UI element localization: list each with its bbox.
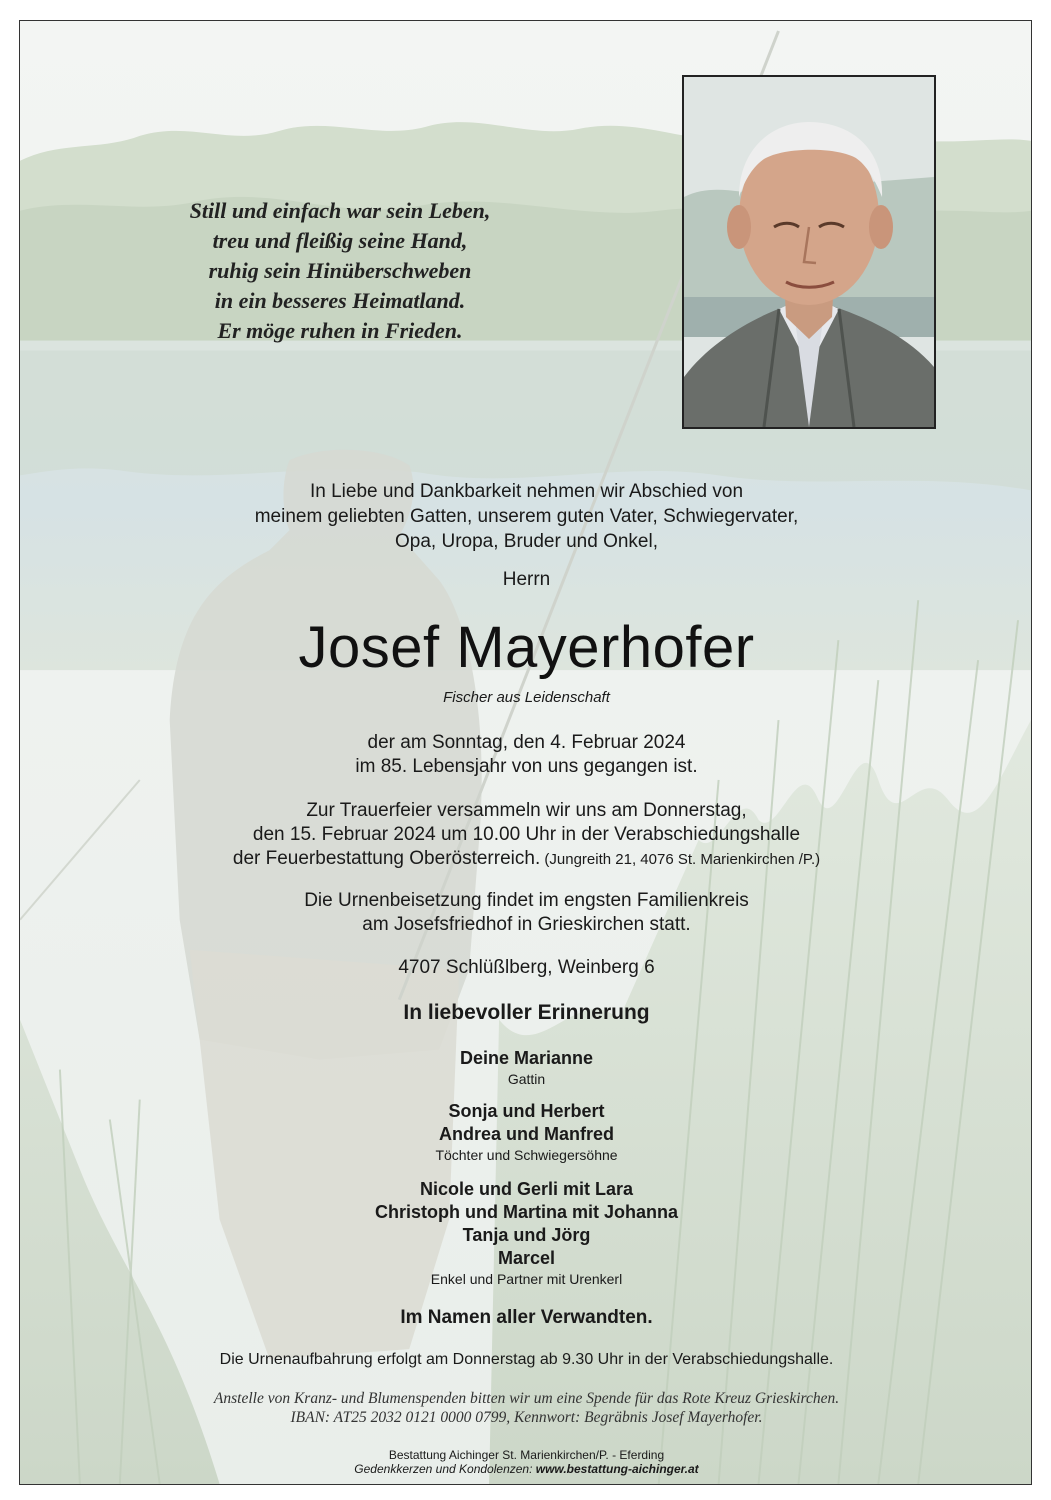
family-member-name: Christoph und Martina mit Johanna xyxy=(374,1202,678,1222)
condolence-label: Gedenkkerzen und Kondolenzen: xyxy=(354,1462,536,1476)
funeral-home-name: Bestattung Aichinger St. Marienkirchen/P. - Eferding xyxy=(388,1448,665,1462)
funeral-line-3 xyxy=(20,847,1032,872)
poem-line: in ein besseres Heimatland. xyxy=(214,288,466,313)
family-relation: Gattin xyxy=(507,1071,546,1087)
funeral-line: den 15. Februar 2024 um 10.00 Uhr in der Verabschiedungshalle xyxy=(252,824,801,845)
farewell-intro xyxy=(20,479,1032,554)
funeral-notice xyxy=(20,799,1032,872)
family-relation: Enkel und Partner mit Urenkerl xyxy=(430,1271,623,1287)
family-relation: Töchter und Schwiegersöhne xyxy=(435,1147,618,1163)
poem-line: treu und fleißig seine Hand, xyxy=(212,228,468,253)
family-member-name: Sonja und Herbert xyxy=(448,1101,605,1121)
poem-line: ruhig sein Hinüberschweben xyxy=(208,258,472,283)
poem-line: Still und einfach war sein Leben, xyxy=(189,198,491,223)
donation-line: Anstelle von Kranz- und Blumenspenden bitten wir um eine Spende für das Rote Kreuz Grieskirchen. xyxy=(213,1390,840,1407)
family-member-name: Marcel xyxy=(497,1248,556,1268)
deceased-name: Josef Mayerhofer xyxy=(298,615,755,680)
funeral-venue: der Feuerbestattung Oberösterreich. xyxy=(232,848,541,869)
funeral-venue-address: (Jungreith 21, 4076 St. Marienkirchen /P.) xyxy=(540,851,821,868)
memory-heading: In liebevoller Erinnerung xyxy=(403,1001,650,1024)
family-group-daughters xyxy=(20,1100,1032,1164)
poem-line: Er möge ruhen in Frieden. xyxy=(217,318,463,343)
family-address: 4707 Schlüßlberg, Weinberg 6 xyxy=(398,957,655,978)
family-member-name: Tanja und Jörg xyxy=(462,1225,591,1245)
family-group-grandchildren xyxy=(20,1178,1032,1288)
salutation: Herrn xyxy=(502,569,551,590)
memorial-poem xyxy=(120,196,560,346)
death-line: der am Sonntag, den 4. Februar 2024 xyxy=(367,732,686,753)
relatives-closing: Im Namen aller Verwandten. xyxy=(400,1307,653,1328)
website-link[interactable]: www.bestattung-aichinger.at xyxy=(535,1462,699,1476)
urn-burial-notice xyxy=(20,889,1032,937)
family-member-name: Nicole und Gerli mit Lara xyxy=(419,1179,634,1199)
intro-line: meinem geliebten Gatten, unserem guten Vater, Schwiegervater, xyxy=(254,506,799,527)
deceased-tagline: Fischer aus Leidenschaft xyxy=(443,689,610,706)
donation-iban: IBAN: AT25 2032 0121 0000 0799, Kennwort: Begräbnis Josef Mayerhofer. xyxy=(290,1409,763,1426)
obituary-content xyxy=(20,21,1031,1484)
family-member-name: Andrea und Manfred xyxy=(438,1124,614,1144)
death-notice xyxy=(20,731,1032,779)
urn-display-notice: Die Urnenaufbahrung erfolgt am Donnerstag ab 9.30 Uhr in der Verabschiedungshalle. xyxy=(219,1351,834,1368)
funeral-line: Zur Trauerfeier versammeln wir uns am Donnerstag, xyxy=(306,800,747,821)
donation-request xyxy=(20,1389,1032,1427)
condolence-footer xyxy=(20,1462,1032,1476)
intro-line: Opa, Uropa, Bruder und Onkel, xyxy=(395,531,658,552)
family-member-name: Deine Marianne xyxy=(459,1048,594,1068)
urn-line: am Josefsfriedhof in Grieskirchen statt. xyxy=(362,914,691,935)
family-group-spouse xyxy=(20,1047,1032,1088)
intro-line: In Liebe und Dankbarkeit nehmen wir Abschied von xyxy=(309,481,744,502)
deceased-portrait xyxy=(682,75,936,429)
death-line: im 85. Lebensjahr von uns gegangen ist. xyxy=(355,756,698,777)
urn-line: Die Urnenbeisetzung findet im engsten Familienkreis xyxy=(304,890,749,911)
obituary-card xyxy=(19,20,1032,1485)
